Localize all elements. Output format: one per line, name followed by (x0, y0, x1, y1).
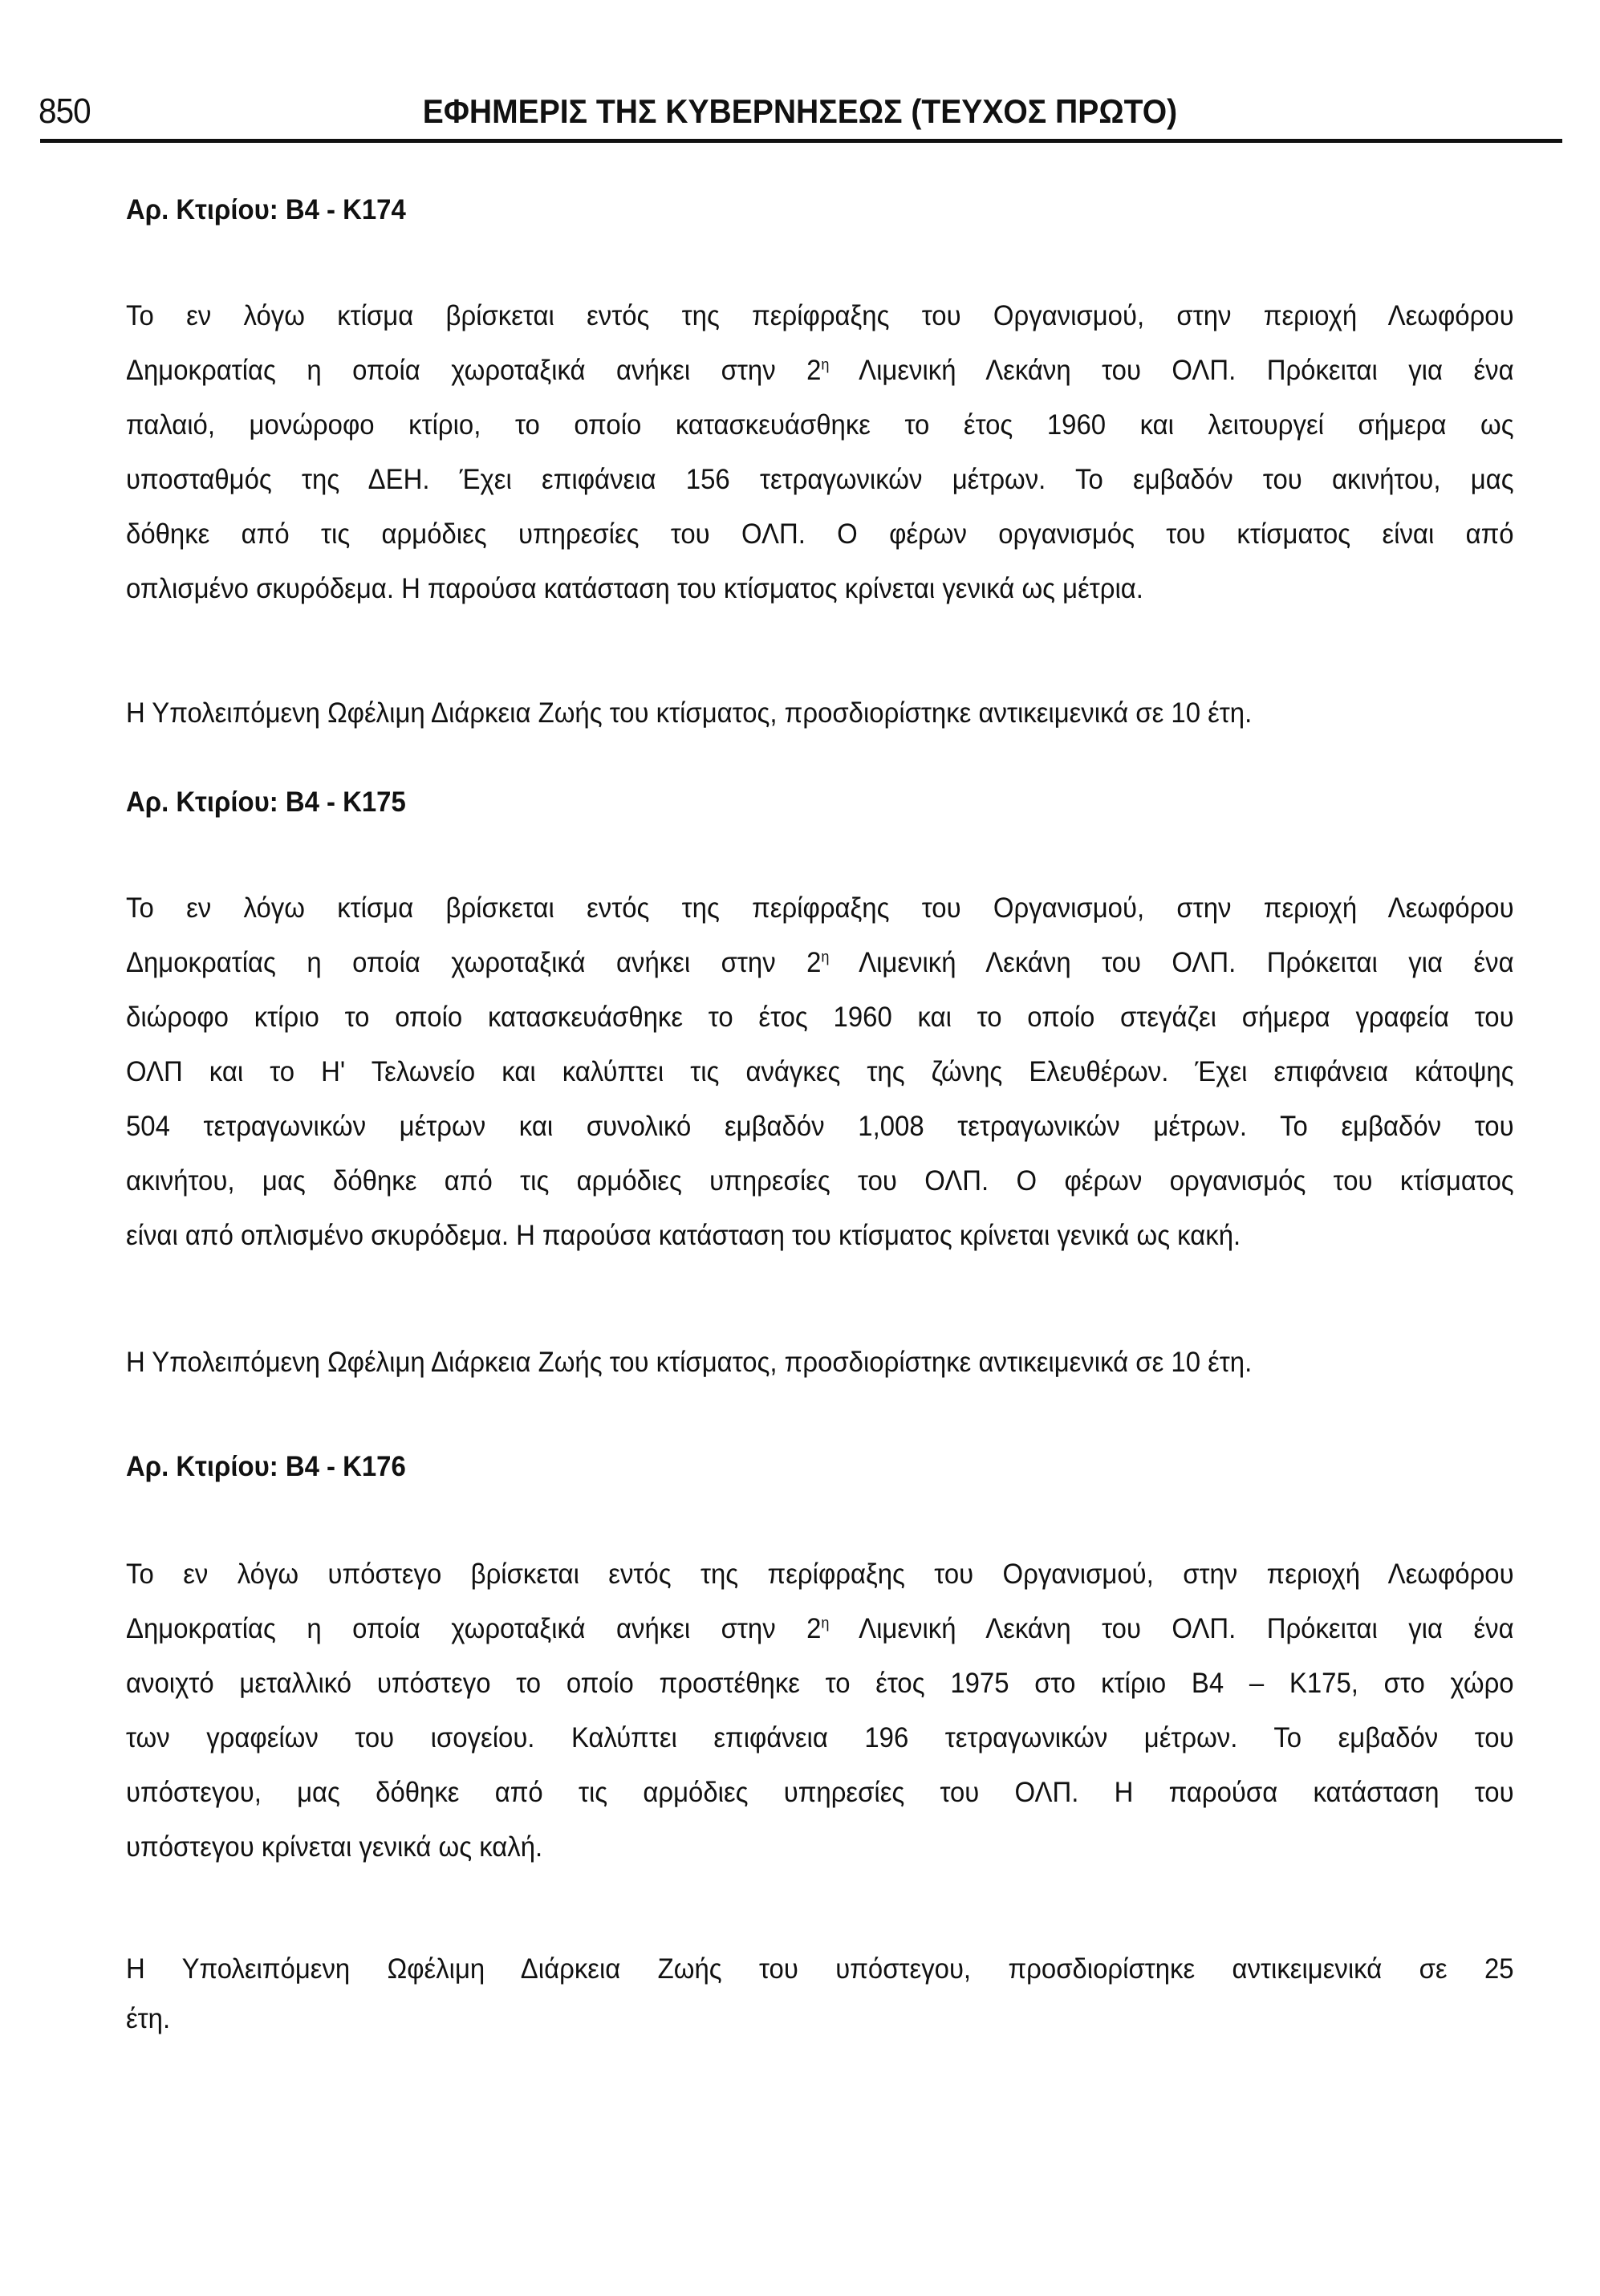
text-line: δόθηκε από τις αρμόδιες υπηρεσίες του ΟΛΠ. Ο φέρων οργανισμός του κτίσματος είναι από (126, 518, 1514, 550)
building-heading: Αρ. Κτιρίου: B4 - K176 (126, 1451, 406, 1482)
text-line: 504 τετραγωνικών μέτρων και συνολικό εμβαδόν 1,008 τετραγωνικών μέτρων. Το εμβαδόν του (126, 1111, 1514, 1142)
ordinal-suffix: η (821, 356, 830, 374)
text-line: διώροφο κτίριο το οποίο κατασκευάσθηκε το έτος 1960 και το οποίο στεγάζει σήμερα γραφεία του (126, 1002, 1514, 1033)
text-line: Το εν λόγω υπόστεγο βρίσκεται εντός της περίφραξης του Οργανισμού, στην περιοχή Λεωφόρου (126, 1558, 1514, 1590)
gazette-title: ΕΦΗΜΕΡΙΣ ΤΗΣ ΚΥΒΕΡΝΗΣΕΩΣ (ΤΕΥΧΟΣ ΠΡΩΤΟ) (422, 92, 1178, 130)
text-line: ακινήτου, μας δόθηκε από τις αρμόδιες υπηρεσίες του ΟΛΠ. Ο φέρων οργανισμός του κτίσματος (126, 1165, 1514, 1197)
text-line: υπόστεγου, μας δόθηκε από τις αρμόδιες υπηρεσίες του ΟΛΠ. Η παρούσα κατάσταση του (126, 1777, 1514, 1808)
ordinal-suffix: η (821, 1615, 830, 1632)
header-rule (40, 139, 1562, 143)
text-line: Δημοκρατίας η οποία χωροταξικά ανήκει στην $2^\eta$ Λιμενική Λεκάνη του ΟΛΠ. Πρόκειται για ένα (126, 947, 1514, 978)
text-line: Δημοκρατίας η οποία χωροταξικά ανήκει στην $2^\eta$ Λιμενική Λεκάνη του ΟΛΠ. Πρόκειται για ένα (126, 1613, 1514, 1644)
building-heading: Αρ. Κτιρίου: B4 - K175 (126, 786, 406, 818)
text-line: Το εν λόγω κτίσμα βρίσκεται εντός της περίφραξης του Οργανισμού, στην περιοχή Λεωφόρου (126, 892, 1514, 924)
text-line: έτη. (126, 2003, 171, 2034)
text-line: Το εν λόγω κτίσμα βρίσκεται εντός της περίφραξης του Οργανισμού, στην περιοχή Λεωφόρου (126, 300, 1514, 331)
text-line: ανοιχτό μεταλλικό υπόστεγο το οποίο προστέθηκε το έτος 1975 στο κτίριο B4 – K175, στο χώρο (126, 1668, 1514, 1699)
text-line: Η Υπολειπόμενη Ωφέλιμη Διάρκεια Ζωής του υπόστεγου, προσδιορίστηκε αντικειμενικά σε 25 (126, 1953, 1514, 1985)
text-line: Η Υπολειπόμενη Ωφέλιμη Διάρκεια Ζωής του κτίσματος, προσδιορίστηκε αντικειμενικά σε 10 έτη. (126, 697, 1253, 729)
text-line: υπόστεγου κρίνεται γενικά ως καλή. (126, 1831, 543, 1863)
building-heading: Αρ. Κτιρίου: B4 - K174 (126, 194, 406, 226)
text-line: υποσταθμός της ΔΕΗ. Έχει επιφάνεια 156 τετραγωνικών μέτρων. Το εμβαδόν του ακινήτου, μας (126, 464, 1514, 495)
text-line: ΟΛΠ και το Η' Τελωνείο και καλύπτει τις ανάγκες της ζώνης Ελευθέρων. Έχει επιφάνεια κάτοψης (126, 1056, 1514, 1087)
text-line: οπλισμένο σκυρόδεμα. Η παρούσα κατάσταση του κτίσματος κρίνεται γενικά ως μέτρια. (126, 573, 1143, 604)
ordinal-suffix: η (821, 949, 830, 966)
text-line: παλαιό, μονώροφο κτίριο, το οποίο κατασκευάσθηκε το έτος 1960 και λειτουργεί σήμερα ως (126, 409, 1514, 441)
text-line: είναι από οπλισμένο σκυρόδεμα. Η παρούσα κατάσταση του κτίσματος κρίνεται γενικά ως κακή. (126, 1220, 1241, 1251)
text-line: Δημοκρατίας η οποία χωροταξικά ανήκει στην $2^\eta$ Λιμενική Λεκάνη του ΟΛΠ. Πρόκειται για ένα (126, 355, 1514, 386)
text-line: Η Υπολειπόμενη Ωφέλιμη Διάρκεια Ζωής του κτίσματος, προσδιορίστηκε αντικειμενικά σε 10 έτη. (126, 1347, 1253, 1378)
page-number: 850 (39, 91, 91, 131)
text-line: των γραφείων του ισογείου. Καλύπτει επιφάνεια 196 τετραγωνικών μέτρων. Το εμβαδόν του (126, 1722, 1514, 1753)
